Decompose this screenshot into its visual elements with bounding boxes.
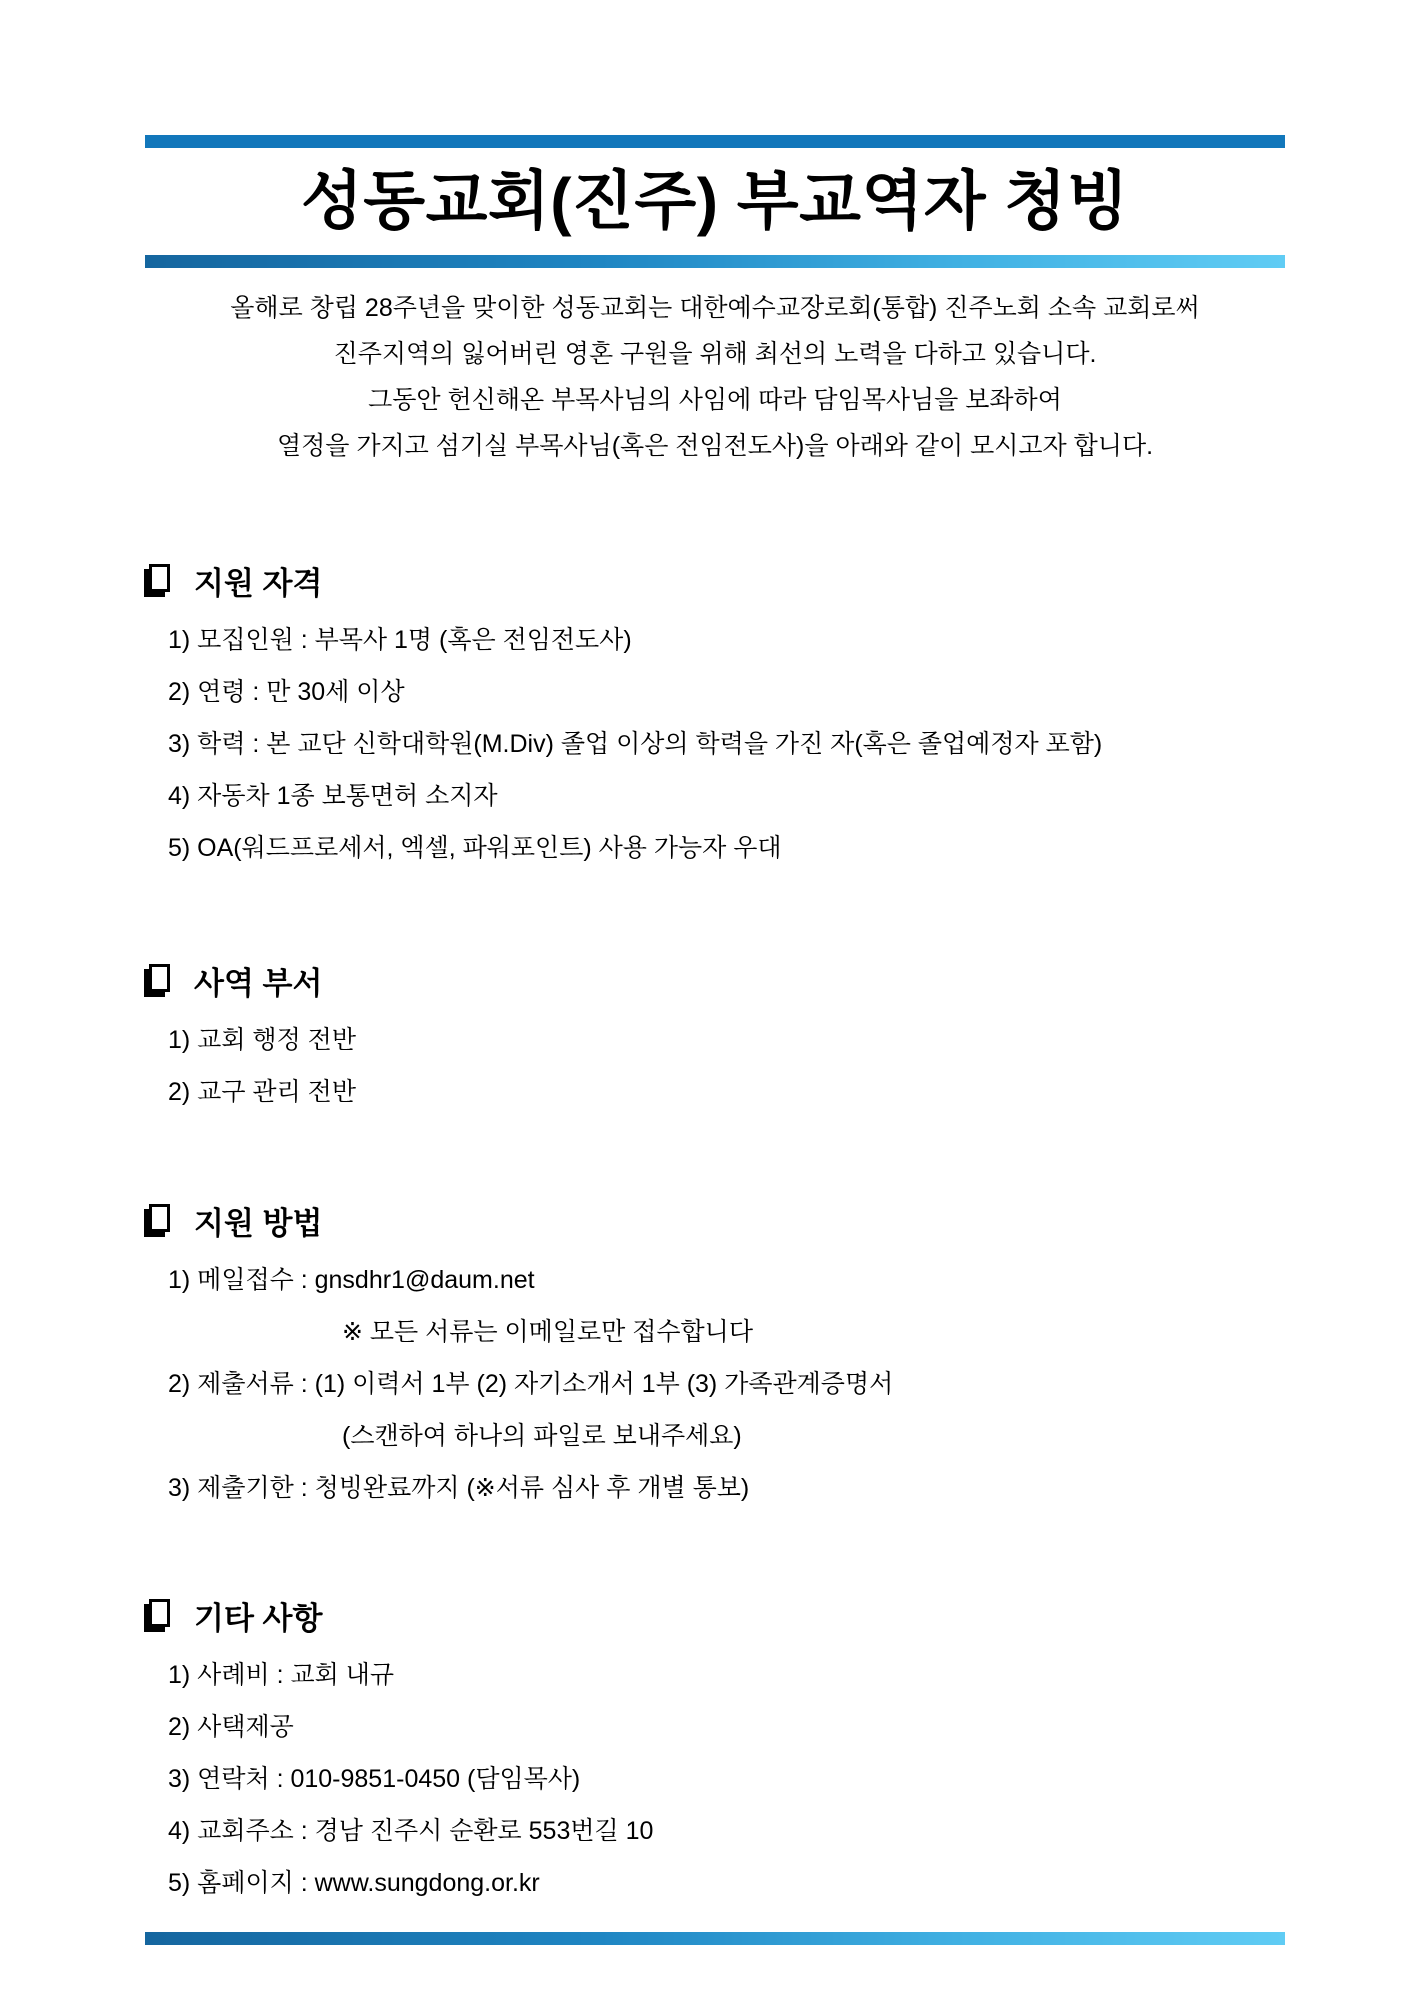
list-item: 5) OA(워드프로세서, 엑셀, 파워포인트) 사용 가능자 우대 [168,834,782,862]
section-ministry-departments [145,962,1345,1131]
square-bullet-icon [149,564,170,592]
intro-line: 그동안 헌신해온 부목사님의 사임에 따라 담임목사님을 보좌하여 [368,386,1062,414]
square-bullet-icon [149,964,170,992]
list-item: 2) 연령 : 만 30세 이상 [168,678,405,706]
list-item: 4) 자동차 1종 보통면허 소지자 [168,782,498,810]
page-title: 성동교회(진주) 부교역자 청빙 [300,165,1130,237]
list-item: 3) 연락처 : 010-9851-0450 (담임목사) [168,1765,581,1793]
list-item: ※ 모든 서류는 이메일로만 접수합니다 [342,1318,753,1346]
section-header [145,562,1345,601]
section-items [145,1027,1345,1105]
intro-line: 진주지역의 잃어버린 영혼 구원을 위해 최선의 노력을 다하고 있습니다. [333,340,1097,368]
list-item: 2) 제출서류 : (1) 이력서 1부 (2) 자기소개서 1부 (3) 가족관계증명서 [168,1370,894,1398]
section-heading: 지원 자격 [194,565,323,601]
section-items [145,1267,1345,1501]
section-heading: 지원 방법 [194,1205,323,1241]
section-items [145,1662,1345,1896]
section-heading: 기타 사항 [194,1600,323,1636]
title-underline-bar [145,255,1285,268]
section-header [145,1202,1345,1241]
section-heading: 사역 부서 [194,965,323,1001]
list-item: 4) 교회주소 : 경남 진주시 순환로 553번길 10 [168,1817,654,1845]
section-other-details [145,1597,1345,1922]
square-bullet-icon [149,1599,170,1627]
intro-paragraph [145,285,1285,469]
list-item: 1) 메일접수 : gnsdhr1@daum.net [168,1266,535,1294]
top-accent-bar [145,135,1285,148]
list-item: 1) 사례비 : 교회 내규 [168,1661,395,1689]
section-application-method [145,1202,1345,1527]
section-items [145,627,1345,861]
list-item: 2) 교구 관리 전반 [168,1078,356,1106]
list-item: 3) 학력 : 본 교단 신학대학원(M.Div) 졸업 이상의 학력을 가진 자(혹은 졸업예정자 포함) [168,730,1103,758]
intro-line: 열정을 가지고 섬기실 부목사님(혹은 전임전도사)을 아래와 같이 모시고자 합니다. [276,432,1154,460]
list-item: 3) 제출기한 : 청빙완료까지 (※서류 심사 후 개별 통보) [168,1474,750,1502]
section-header [145,1597,1345,1636]
list-item: 5) 홈페이지 : www.sungdong.or.kr [168,1869,540,1897]
intro-line: 올해로 창립 28주년을 맞이한 성동교회는 대한예수교장로회(통합) 진주노회 소속 교회로써 [230,294,1200,322]
footer-accent-bar [145,1932,1285,1945]
section-qualifications [145,562,1345,887]
list-item: (스캔하여 하나의 파일로 보내주세요) [342,1422,742,1450]
square-bullet-icon [149,1204,170,1232]
section-header [145,962,1345,1001]
list-item: 1) 모집인원 : 부목사 1명 (혹은 전임전도사) [168,626,632,654]
list-item: 1) 교회 행정 전반 [168,1026,356,1054]
list-item: 2) 사택제공 [168,1713,294,1741]
